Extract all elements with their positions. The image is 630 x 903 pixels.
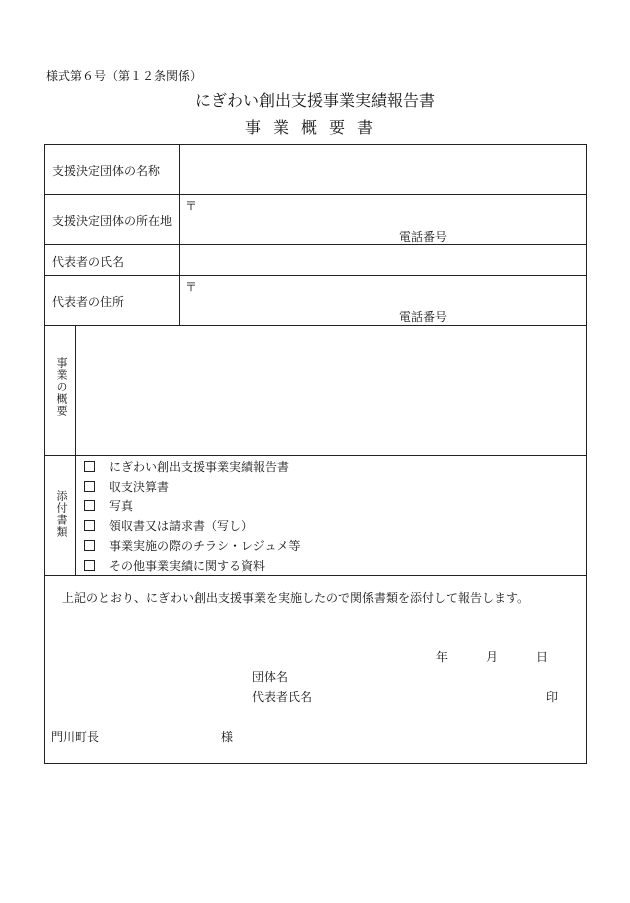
attachment-text: にぎわい創出支援事業実績報告書: [109, 460, 290, 474]
attachment-item: [84, 458, 289, 475]
checkbox[interactable]: [84, 520, 95, 531]
checkbox[interactable]: [84, 560, 95, 571]
checkbox[interactable]: [84, 481, 95, 492]
rep-phone-label: 電話番号: [399, 310, 448, 324]
honorific: 様: [221, 730, 234, 744]
attachments-label: 添付書類: [55, 490, 68, 538]
document-subtitle: 事業概要書: [244, 118, 385, 137]
rep-signature-label: 代表者氏名: [252, 690, 313, 704]
checkbox[interactable]: [84, 461, 95, 472]
phone-label: 電話番号: [399, 230, 448, 244]
attachment-item: [84, 478, 169, 495]
row-divider: [45, 455, 586, 456]
document-title: にぎわい創出支援事業実績報告書: [194, 91, 435, 110]
year-label: 年: [436, 650, 449, 664]
day-label: 日: [536, 650, 549, 664]
addressee: 門川町長: [51, 730, 100, 744]
row-divider: [45, 275, 586, 276]
row-divider: [45, 244, 586, 245]
seal-label: 印: [546, 690, 559, 704]
attachment-text: 収支決算書: [109, 480, 170, 494]
month-label: 月: [486, 650, 499, 664]
declaration-statement: 上記のとおり、にぎわい創出支援事業を実施したので関係書類を添付して報告します。: [62, 591, 530, 605]
rep-postal-mark: 〒: [185, 280, 198, 294]
rep-name-label: 代表者の氏名: [52, 255, 125, 269]
org-address-label: 支援決定団体の所在地: [52, 214, 173, 228]
org-signature-label: 団体名: [252, 670, 289, 684]
checkbox[interactable]: [84, 540, 95, 551]
attachment-text: 事業実施の際のチラシ・レジュメ等: [109, 539, 301, 553]
attachment-text: その他事業実績に関する資料: [109, 559, 266, 573]
attachment-item: [84, 557, 265, 574]
attachment-item: [84, 517, 253, 534]
attachment-text: 写真: [109, 499, 134, 513]
form-number: 様式第６号（第１２条関係）: [46, 69, 203, 83]
attachment-item: [84, 497, 133, 514]
postal-mark: 〒: [185, 199, 198, 213]
attachment-text: 領収書又は請求書（写し）: [109, 519, 254, 533]
row-divider: [45, 325, 586, 326]
column-divider: [75, 325, 76, 575]
rep-address-label: 代表者の住所: [52, 295, 125, 309]
org-name-label: 支援決定団体の名称: [52, 164, 161, 178]
row-divider: [45, 194, 586, 195]
report-form-table: [44, 144, 587, 764]
column-divider: [179, 145, 180, 325]
checkbox[interactable]: [84, 500, 95, 511]
row-divider: [45, 575, 586, 576]
attachment-item: [84, 537, 300, 554]
summary-label: 事業の概要: [55, 357, 68, 417]
